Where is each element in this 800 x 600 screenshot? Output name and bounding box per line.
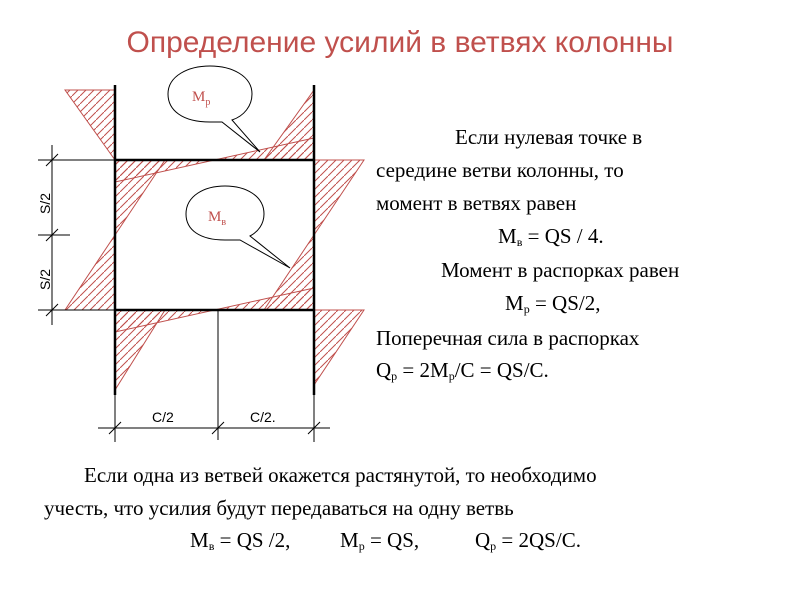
explanation-shear-label: Поперечная сила в распорках (376, 326, 640, 350)
dim-label-c-right: C/2. (250, 409, 276, 425)
explanation-moment-struts: Момент в распорках равен (441, 258, 680, 282)
bottom-formula-mv: $M_в$ = QS /2, (190, 528, 291, 553)
right-branch-moment-bottom (314, 310, 364, 385)
c-dimension (98, 395, 330, 442)
left-branch-moment-lower (65, 235, 115, 310)
right-branch-moment-upper (314, 160, 364, 235)
callouts (168, 66, 290, 268)
page-title: Определение усилий в ветвях колонны (126, 26, 674, 59)
formula-mv: $M_в$ = QS / 4. (498, 224, 604, 249)
bottom-formula-mp: $M_р$ = QS, (340, 528, 420, 553)
explanation-line-3: момент в ветвях равен (376, 191, 577, 215)
explanation-line-1: Если нулевая точке в (455, 125, 643, 149)
bubble-label-mv: $M_в$ (208, 209, 227, 228)
bottom-formula-qp: $Q_р = 2QS/C$. (475, 528, 581, 553)
moment-diagram-hatching (65, 90, 364, 390)
left-branch-moment-top (65, 90, 115, 160)
bottom-line-1: Если одна из ветвей окажется растянутой, то необходимо (84, 463, 597, 487)
dim-label-c-left: C/2 (152, 409, 174, 425)
formula-qp: $Q_р = 2M_р/C = QS/C$. (376, 358, 549, 383)
callout-mp (168, 66, 260, 152)
bottom-line-2: учесть, что усилия будут передаваться на одну ветвь (44, 496, 514, 520)
bubble-label-mp: $M_р$ (192, 89, 211, 108)
callout-mv (186, 186, 290, 268)
dim-label-s-top: S/2 (37, 192, 53, 214)
formula-mp: $M_р = QS/2$, (505, 291, 601, 316)
dim-label-s-bottom: S/2 (37, 268, 53, 290)
explanation-line-2: середине ветви колонны, то (376, 158, 624, 182)
